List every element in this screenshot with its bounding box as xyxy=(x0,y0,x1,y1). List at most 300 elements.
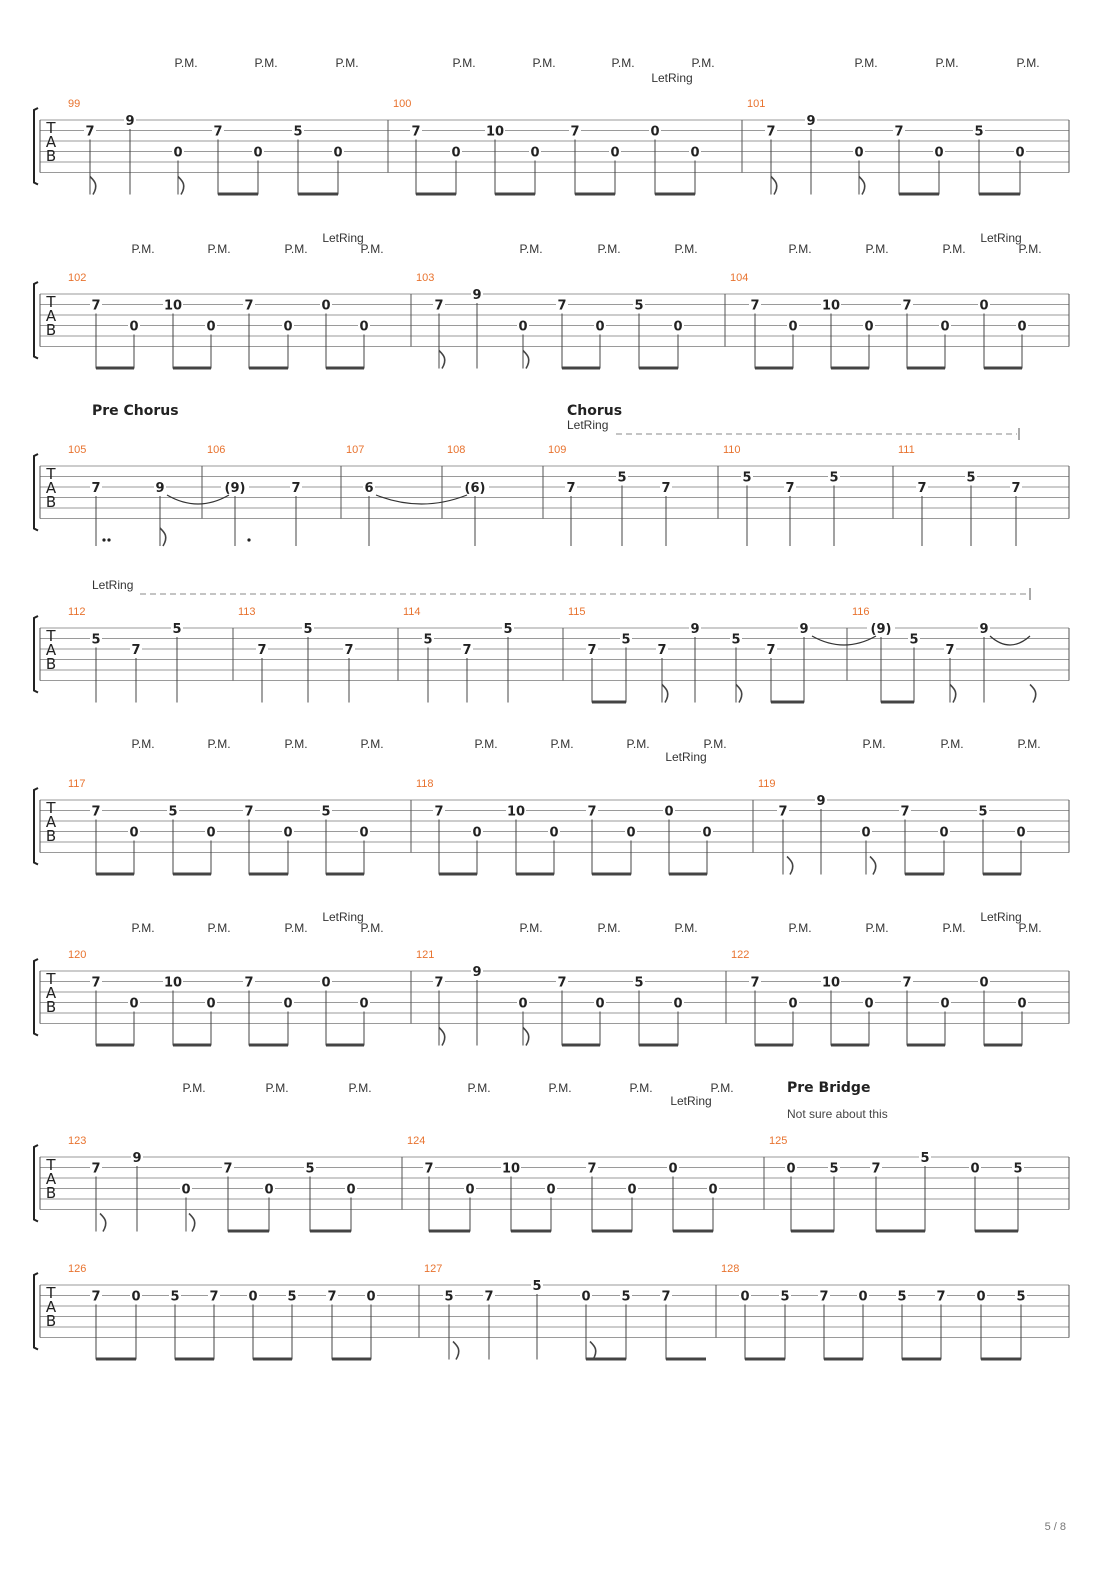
fret-number: 0 xyxy=(668,1161,678,1177)
fret-number: 7 xyxy=(587,804,597,820)
fret-number: 5 xyxy=(621,632,631,648)
fret-number: 0 xyxy=(283,996,293,1012)
tab-clef-letter: T xyxy=(46,1284,56,1302)
note-beam xyxy=(310,1230,351,1233)
note-beam xyxy=(592,873,631,876)
note-flag xyxy=(736,685,742,703)
fret-number: 7 xyxy=(327,1289,337,1305)
fret-number: 7 xyxy=(566,481,576,496)
measure-number: 121 xyxy=(416,949,435,961)
note-flag xyxy=(870,857,876,875)
fret-number: 7 xyxy=(894,124,904,140)
note-beam xyxy=(562,1044,600,1047)
palm-mute-label: P.M. xyxy=(942,921,966,935)
fret-number: 5 xyxy=(168,804,178,820)
fret-number: 0 xyxy=(465,1182,475,1198)
fret-number: 7 xyxy=(434,298,444,314)
note-beam xyxy=(899,193,939,196)
palm-mute-label: P.M. xyxy=(597,921,621,935)
fret-number: 0 xyxy=(181,1182,191,1198)
fret-number: 7 xyxy=(750,298,760,314)
palm-mute-label: P.M. xyxy=(174,56,198,70)
let-ring-label: LetRing xyxy=(322,910,364,924)
fret-number: 0 xyxy=(702,825,712,841)
fret-number: 9 xyxy=(472,965,482,980)
tab-clef-letter: B xyxy=(45,655,57,673)
let-ring-label: LetRing xyxy=(980,910,1022,924)
palm-mute-label: P.M. xyxy=(550,737,574,751)
fret-number: 7 xyxy=(244,298,254,314)
measure-number: 110 xyxy=(723,444,741,456)
fret-number: 0 xyxy=(673,319,683,335)
system-bracket xyxy=(34,788,38,865)
fret-number: 7 xyxy=(91,1161,101,1177)
note-beam xyxy=(298,193,338,196)
note-beam xyxy=(639,367,678,370)
note-flag xyxy=(950,685,956,703)
note-flag xyxy=(189,1214,195,1232)
note-beam xyxy=(876,1230,925,1233)
system-bracket xyxy=(34,1145,38,1222)
fret-number: 7 xyxy=(209,1289,219,1305)
note-beam xyxy=(228,1230,269,1233)
fret-number: 5 xyxy=(920,1151,930,1166)
palm-mute-label: P.M. xyxy=(942,242,966,256)
note-beam xyxy=(96,367,134,370)
palm-mute-label: P.M. xyxy=(940,737,964,751)
fret-number: 0 xyxy=(253,145,263,161)
measure-number: 99 xyxy=(68,98,81,110)
note-beam xyxy=(586,1358,626,1361)
palm-mute-label: P.M. xyxy=(548,1081,572,1095)
fret-number: 7 xyxy=(344,643,354,658)
note-beam xyxy=(562,367,600,370)
tab-clef-letter: B xyxy=(45,321,57,339)
fret-number: 0 xyxy=(673,996,683,1012)
tab-clef-letter: T xyxy=(46,293,56,311)
palm-mute-label: P.M. xyxy=(284,242,308,256)
fret-number: 5 xyxy=(423,632,433,648)
system-bracket xyxy=(34,454,38,531)
palm-mute-label: P.M. xyxy=(452,56,476,70)
fret-number: 7 xyxy=(945,643,955,658)
fret-number: 5 xyxy=(305,1161,315,1177)
fret-number: 7 xyxy=(434,804,444,820)
fret-number: 0 xyxy=(581,1289,591,1305)
note-beam xyxy=(332,1358,371,1361)
fret-number: (6) xyxy=(464,481,486,496)
palm-mute-label: P.M. xyxy=(597,242,621,256)
palm-mute-label: P.M. xyxy=(629,1081,653,1095)
fret-number: 0 xyxy=(626,825,636,841)
fret-number: 5 xyxy=(731,632,741,648)
fret-number: 7 xyxy=(257,643,267,658)
fret-number: 0 xyxy=(206,825,216,841)
note-beam xyxy=(755,367,793,370)
note-beam xyxy=(831,367,869,370)
fret-number: 5 xyxy=(978,804,988,820)
note-beam xyxy=(96,1044,134,1047)
note-beam xyxy=(326,367,364,370)
note-beam xyxy=(96,1358,136,1361)
note-beam xyxy=(983,873,1021,876)
fret-number: 9 xyxy=(806,114,816,129)
note-beam xyxy=(592,1230,632,1233)
note-beam xyxy=(975,1230,1018,1233)
palm-mute-label: P.M. xyxy=(674,921,698,935)
fret-number: 7 xyxy=(936,1289,946,1305)
fret-number: 5 xyxy=(287,1289,297,1305)
fret-number: 7 xyxy=(570,124,580,140)
page-number: 5 / 8 xyxy=(1044,1521,1066,1533)
measure-number: 127 xyxy=(424,1263,443,1275)
fret-number: 0 xyxy=(627,1182,637,1198)
fret-number: 0 xyxy=(1017,996,1027,1012)
tie-arc xyxy=(167,495,229,504)
fret-number: 5 xyxy=(321,804,331,820)
measure-number: 107 xyxy=(346,444,365,456)
note-beam xyxy=(745,1358,785,1361)
tab-clef-letter: A xyxy=(45,133,57,151)
note-flag xyxy=(771,177,777,195)
note-beam xyxy=(249,1044,288,1047)
note-beam xyxy=(326,1044,364,1047)
fret-number: 5 xyxy=(532,1279,542,1294)
fret-number: 0 xyxy=(530,145,540,161)
fret-number: 7 xyxy=(91,804,101,820)
let-ring-label: LetRing xyxy=(651,71,693,85)
fret-number: 7 xyxy=(557,298,567,314)
palm-mute-label: P.M. xyxy=(131,242,155,256)
fret-number: 0 xyxy=(690,145,700,161)
measure-number: 128 xyxy=(721,1263,740,1275)
note-beam xyxy=(907,1044,945,1047)
fret-number: 0 xyxy=(664,804,674,820)
tab-clef-letter: T xyxy=(46,465,56,483)
tie-arc xyxy=(812,636,876,645)
note-beam xyxy=(416,193,456,196)
fret-number: 0 xyxy=(1017,319,1027,335)
note-beam xyxy=(831,1044,869,1047)
note-flag xyxy=(453,1342,459,1360)
fret-number: 0 xyxy=(359,319,369,335)
tab-clef-letter: A xyxy=(45,1170,57,1188)
let-ring-label: LetRing xyxy=(92,578,134,592)
measure-number: 126 xyxy=(68,1263,87,1275)
note-beam xyxy=(755,1044,793,1047)
fret-number: 5 xyxy=(634,298,644,314)
section-label: Pre Bridge xyxy=(787,1080,871,1096)
fret-number: 7 xyxy=(557,975,567,991)
fret-number: 5 xyxy=(503,622,513,637)
fret-number: 7 xyxy=(85,124,95,140)
palm-mute-label: P.M. xyxy=(131,737,155,751)
fret-number: 0 xyxy=(129,319,139,335)
fret-number: 5 xyxy=(293,124,303,140)
fret-number: 7 xyxy=(587,1161,597,1177)
fret-number: 7 xyxy=(131,643,141,658)
palm-mute-label: P.M. xyxy=(788,921,812,935)
fret-number: 0 xyxy=(788,996,798,1012)
measure-number: 125 xyxy=(769,1135,788,1147)
fret-number: (9) xyxy=(870,622,892,637)
palm-mute-label: P.M. xyxy=(935,56,959,70)
measure-number: 104 xyxy=(730,272,749,284)
fret-number: 7 xyxy=(587,643,597,658)
fret-number: 7 xyxy=(484,1289,494,1305)
fret-number: 0 xyxy=(858,1289,868,1305)
let-ring-label: LetRing xyxy=(322,231,364,245)
note-flag xyxy=(90,177,96,195)
tab-clef-letter: A xyxy=(45,1298,57,1316)
fret-number: 9 xyxy=(132,1151,142,1166)
fret-number: 7 xyxy=(819,1289,829,1305)
note-flag xyxy=(523,351,529,369)
fret-number: 5 xyxy=(897,1289,907,1305)
palm-mute-label: P.M. xyxy=(254,56,278,70)
tie-arc xyxy=(376,495,467,504)
fret-number: 10 xyxy=(506,804,526,820)
note-beam xyxy=(639,1044,678,1047)
tab-clef-letter: T xyxy=(46,970,56,988)
fret-number: 7 xyxy=(661,481,671,496)
note-beam xyxy=(907,367,945,370)
fret-number: 9 xyxy=(979,622,989,637)
let-ring-label: LetRing xyxy=(670,1094,712,1108)
fret-number: 5 xyxy=(742,470,752,486)
note-beam xyxy=(173,1044,211,1047)
fret-number: 0 xyxy=(131,1289,141,1305)
tab-clef-letter: A xyxy=(45,307,57,325)
palm-mute-label: P.M. xyxy=(360,921,384,935)
fret-number: 7 xyxy=(778,804,788,820)
fret-number: 0 xyxy=(976,1289,986,1305)
dot-mark xyxy=(102,538,105,541)
fret-number: 0 xyxy=(346,1182,356,1198)
note-beam xyxy=(575,193,615,196)
note-beam xyxy=(516,873,554,876)
system-bracket xyxy=(34,282,38,359)
note-beam xyxy=(439,873,477,876)
fret-number: 5 xyxy=(444,1289,454,1305)
palm-mute-label: P.M. xyxy=(865,921,889,935)
dot-mark xyxy=(247,538,250,541)
note-beam xyxy=(902,1358,941,1361)
tab-clef-letter: B xyxy=(45,827,57,845)
measure-number: 108 xyxy=(447,444,466,456)
fret-number: 0 xyxy=(595,319,605,335)
palm-mute-label: P.M. xyxy=(360,242,384,256)
measure-number: 116 xyxy=(852,606,870,618)
fret-number: 5 xyxy=(780,1289,790,1305)
tab-clef-letter: T xyxy=(46,627,56,645)
dot-mark xyxy=(107,538,110,541)
palm-mute-label: P.M. xyxy=(674,242,698,256)
fret-number: 9 xyxy=(799,622,809,637)
fret-number: 10 xyxy=(163,975,183,991)
fret-number: 0 xyxy=(264,1182,274,1198)
note-beam xyxy=(771,701,804,704)
palm-mute-label: P.M. xyxy=(131,921,155,935)
fret-number: 7 xyxy=(91,1289,101,1305)
note-beam xyxy=(511,1230,551,1233)
note-beam xyxy=(326,873,364,876)
fret-number: 0 xyxy=(518,996,528,1012)
fret-number: 7 xyxy=(917,481,927,496)
palm-mute-label: P.M. xyxy=(360,737,384,751)
fret-number: 0 xyxy=(248,1289,258,1305)
fret-number: 5 xyxy=(621,1289,631,1305)
system-bracket xyxy=(34,108,38,185)
fret-number: 5 xyxy=(1016,1289,1026,1305)
measure-number: 120 xyxy=(68,949,87,961)
fret-number: 5 xyxy=(829,470,839,486)
note-beam xyxy=(881,701,914,704)
measure-number: 102 xyxy=(68,272,87,284)
measure-number: 103 xyxy=(416,272,435,284)
fret-number: 10 xyxy=(501,1161,521,1177)
fret-number: 0 xyxy=(650,124,660,140)
note-flag xyxy=(787,857,793,875)
fret-number: 0 xyxy=(129,996,139,1012)
measure-number: 119 xyxy=(758,778,776,790)
fret-number: 0 xyxy=(864,996,874,1012)
fret-number: 9 xyxy=(125,114,135,129)
let-ring-label: LetRing xyxy=(567,418,609,432)
fret-number: 7 xyxy=(902,298,912,314)
note-beam xyxy=(249,873,288,876)
fret-number: 7 xyxy=(766,643,776,658)
fret-number: 5 xyxy=(966,470,976,486)
fret-number: 0 xyxy=(321,298,331,314)
fret-number: 5 xyxy=(1013,1161,1023,1177)
note-flag xyxy=(439,1028,445,1046)
palm-mute-label: P.M. xyxy=(519,242,543,256)
note-beam xyxy=(824,1358,863,1361)
note-beam xyxy=(429,1230,470,1233)
measure-number: 113 xyxy=(238,606,256,618)
note-beam xyxy=(592,701,626,704)
fret-number: 7 xyxy=(91,298,101,314)
fret-number: 0 xyxy=(740,1289,750,1305)
let-ring-label: LetRing xyxy=(980,231,1022,245)
palm-mute-label: P.M. xyxy=(710,1081,734,1095)
system-bracket xyxy=(34,616,38,693)
palm-mute-label: P.M. xyxy=(865,242,889,256)
palm-mute-label: P.M. xyxy=(467,1081,491,1095)
fret-number: 0 xyxy=(786,1161,796,1177)
palm-mute-label: P.M. xyxy=(862,737,886,751)
tab-clef-letter: T xyxy=(46,119,56,137)
palm-mute-label: P.M. xyxy=(1018,921,1042,935)
fret-number: 5 xyxy=(974,124,984,140)
note-flag xyxy=(439,351,445,369)
palm-mute-label: P.M. xyxy=(284,737,308,751)
palm-mute-label: P.M. xyxy=(207,242,231,256)
fret-number: 9 xyxy=(690,622,700,637)
fret-number: 0 xyxy=(940,996,950,1012)
fret-number: 0 xyxy=(979,298,989,314)
measure-number: 100 xyxy=(393,98,412,110)
note-flag xyxy=(662,685,668,703)
note-beam xyxy=(984,367,1022,370)
fret-number: 7 xyxy=(411,124,421,140)
note-beam xyxy=(249,367,288,370)
fret-number: 6 xyxy=(364,481,374,496)
note-beam xyxy=(905,873,944,876)
fret-number: 5 xyxy=(170,1289,180,1305)
tab-clef-letter: B xyxy=(45,1184,57,1202)
note-flag xyxy=(523,1028,529,1046)
measure-number: 122 xyxy=(731,949,750,961)
fret-number: 7 xyxy=(766,124,776,140)
fret-number: 0 xyxy=(595,996,605,1012)
fret-number: 0 xyxy=(359,825,369,841)
fret-number: 0 xyxy=(864,319,874,335)
fret-number: 0 xyxy=(788,319,798,335)
palm-mute-label: P.M. xyxy=(348,1081,372,1095)
fret-number: (9) xyxy=(224,481,246,496)
tab-clef-letter: B xyxy=(45,1312,57,1330)
fret-number: 5 xyxy=(91,632,101,648)
note-beam xyxy=(666,1358,706,1361)
tab-clef-letter: A xyxy=(45,641,57,659)
fret-number: 0 xyxy=(472,825,482,841)
fret-number: 7 xyxy=(1011,481,1021,496)
system-bracket xyxy=(34,959,38,1036)
palm-mute-label: P.M. xyxy=(854,56,878,70)
note-flag xyxy=(859,177,865,195)
fret-number: 0 xyxy=(321,975,331,991)
fret-number: 9 xyxy=(155,481,165,496)
fret-number: 0 xyxy=(934,145,944,161)
note-beam xyxy=(984,1044,1022,1047)
palm-mute-label: P.M. xyxy=(691,56,715,70)
note-beam xyxy=(495,193,535,196)
let-ring-label: LetRing xyxy=(665,750,707,764)
tab-clef-letter: A xyxy=(45,479,57,497)
fret-number: 0 xyxy=(979,975,989,991)
fret-number: 0 xyxy=(610,145,620,161)
measure-number: 111 xyxy=(898,444,915,456)
tab-clef-letter: B xyxy=(45,493,57,511)
tab-clef-letter: A xyxy=(45,984,57,1002)
section-comment: Not sure about this xyxy=(787,1107,888,1121)
palm-mute-label: P.M. xyxy=(335,56,359,70)
fret-number: 5 xyxy=(634,975,644,991)
palm-mute-label: P.M. xyxy=(474,737,498,751)
fret-number: 5 xyxy=(303,622,313,637)
palm-mute-label: P.M. xyxy=(532,56,556,70)
fret-number: 7 xyxy=(291,481,301,496)
note-beam xyxy=(981,1358,1021,1361)
fret-number: 0 xyxy=(939,825,949,841)
tab-clef-letter: T xyxy=(46,1156,56,1174)
note-beam xyxy=(669,873,707,876)
note-beam xyxy=(253,1358,292,1361)
tab-clef-letter: B xyxy=(45,147,57,165)
palm-mute-label: P.M. xyxy=(207,921,231,935)
fret-number: 7 xyxy=(424,1161,434,1177)
fret-number: 10 xyxy=(821,298,841,314)
palm-mute-label: P.M. xyxy=(265,1081,289,1095)
note-beam xyxy=(791,1230,834,1233)
measure-number: 123 xyxy=(68,1135,87,1147)
measure-number: 109 xyxy=(548,444,567,456)
fret-number: 0 xyxy=(1016,825,1026,841)
palm-mute-label: P.M. xyxy=(626,737,650,751)
tab-clef-letter: B xyxy=(45,998,57,1016)
